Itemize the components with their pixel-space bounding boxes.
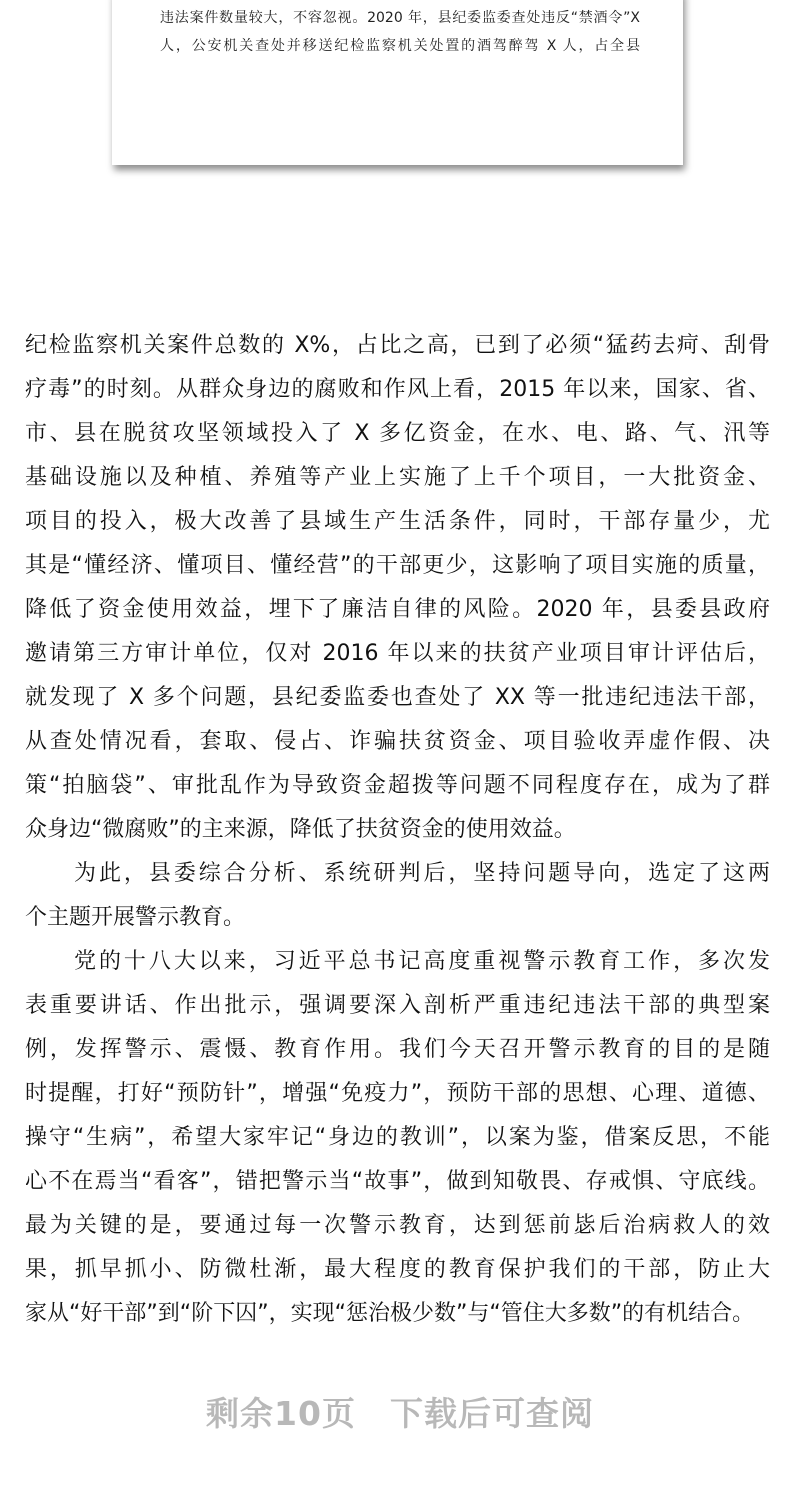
text-line: 项目的投入，极大改善了县域生产生活条件，同时，干部存量少，尤 bbox=[25, 509, 770, 534]
text-line: 其是“懂经济、懂项目、懂经营”的干部更少，这影响了项目实施的质量， bbox=[25, 553, 770, 578]
preview-text-line: 违法案件数量较大，不容忽视。2020 年，县纪委监委查处违反“禁酒令”X bbox=[160, 10, 640, 26]
text-line: 心不在焉当“看客”，错把警示当“故事”，做到知敬畏、存戒惧、守底线。 bbox=[25, 1169, 770, 1194]
text-line: 降低了资金使用效益，埋下了廉洁自律的风险。2020 年，县委县政府 bbox=[25, 597, 770, 622]
text-line: 众身边“微腐败”的主来源，降低了扶贫资金的使用效益。 bbox=[25, 817, 576, 842]
text-line: 邀请第三方审计单位，仅对 2016 年以来的扶贫产业项目审计评估后， bbox=[25, 641, 770, 666]
remaining-pages-download-prompt[interactable]: 剩余10页 下载后可查阅 bbox=[206, 1394, 594, 1433]
text-line: 最为关键的是，要通过每一次警示教育，达到惩前毖后治病救人的效 bbox=[25, 1213, 770, 1238]
text-line: 从查处情况看，套取、侵占、诈骗扶贫资金、项目验收弄虚作假、决 bbox=[25, 729, 770, 754]
text-line: 就发现了 X 多个问题，县纪委监委也查处了 XX 等一批违纪违法干部， bbox=[25, 685, 770, 710]
text-line: 例，发挥警示、震慑、教育作用。我们今天召开警示教育的目的是随 bbox=[25, 1037, 770, 1062]
text-line: 个主题开展警示教育。 bbox=[25, 905, 246, 930]
text-line: 果，抓早抓小、防微杜渐，最大程度的教育保护我们的干部，防止大 bbox=[25, 1257, 770, 1282]
document-preview-card bbox=[112, 0, 683, 165]
text-line: 纪检监察机关案件总数的 X%，占比之高，已到了必须“猛药去疴、刮骨 bbox=[25, 333, 770, 358]
document-body bbox=[25, 329, 770, 1341]
text-line: 策“拍脑袋”、审批乱作为导致资金超拨等问题不同程度存在，成为了群 bbox=[25, 773, 770, 798]
text-line: 为此，县委综合分析、系统研判后，坚持问题导向，选定了这两 bbox=[74, 861, 770, 886]
text-line: 党的十八大以来，习近平总书记高度重视警示教育工作，多次发 bbox=[74, 949, 770, 974]
text-line: 市、县在脱贫攻坚领域投入了 X 多亿资金，在水、电、路、气、汛等 bbox=[25, 421, 770, 446]
preview-text-line: 人，公安机关查处并移送纪检监察机关处置的酒驾醉驾 X 人，占全县 bbox=[160, 38, 640, 54]
text-line: 时提醒，打好“预防针”，增强“免疫力”，预防干部的思想、心理、道德、 bbox=[25, 1081, 770, 1106]
text-line: 家从“好干部”到“阶下囚”，实现“惩治极少数”与“管住大多数”的有机结合。 bbox=[25, 1301, 755, 1326]
text-line: 疗毒”的时刻。从群众身边的腐败和作风上看，2015 年以来，国家、省、 bbox=[25, 377, 770, 402]
text-line: 表重要讲话、作出批示，强调要深入剖析严重违纪违法干部的典型案 bbox=[25, 993, 770, 1018]
text-line: 操守“生病”，希望大家牢记“身边的教训”，以案为鉴，借案反思，不能 bbox=[25, 1125, 770, 1150]
text-line: 基础设施以及种植、养殖等产业上实施了上千个项目，一大批资金、 bbox=[25, 465, 770, 490]
